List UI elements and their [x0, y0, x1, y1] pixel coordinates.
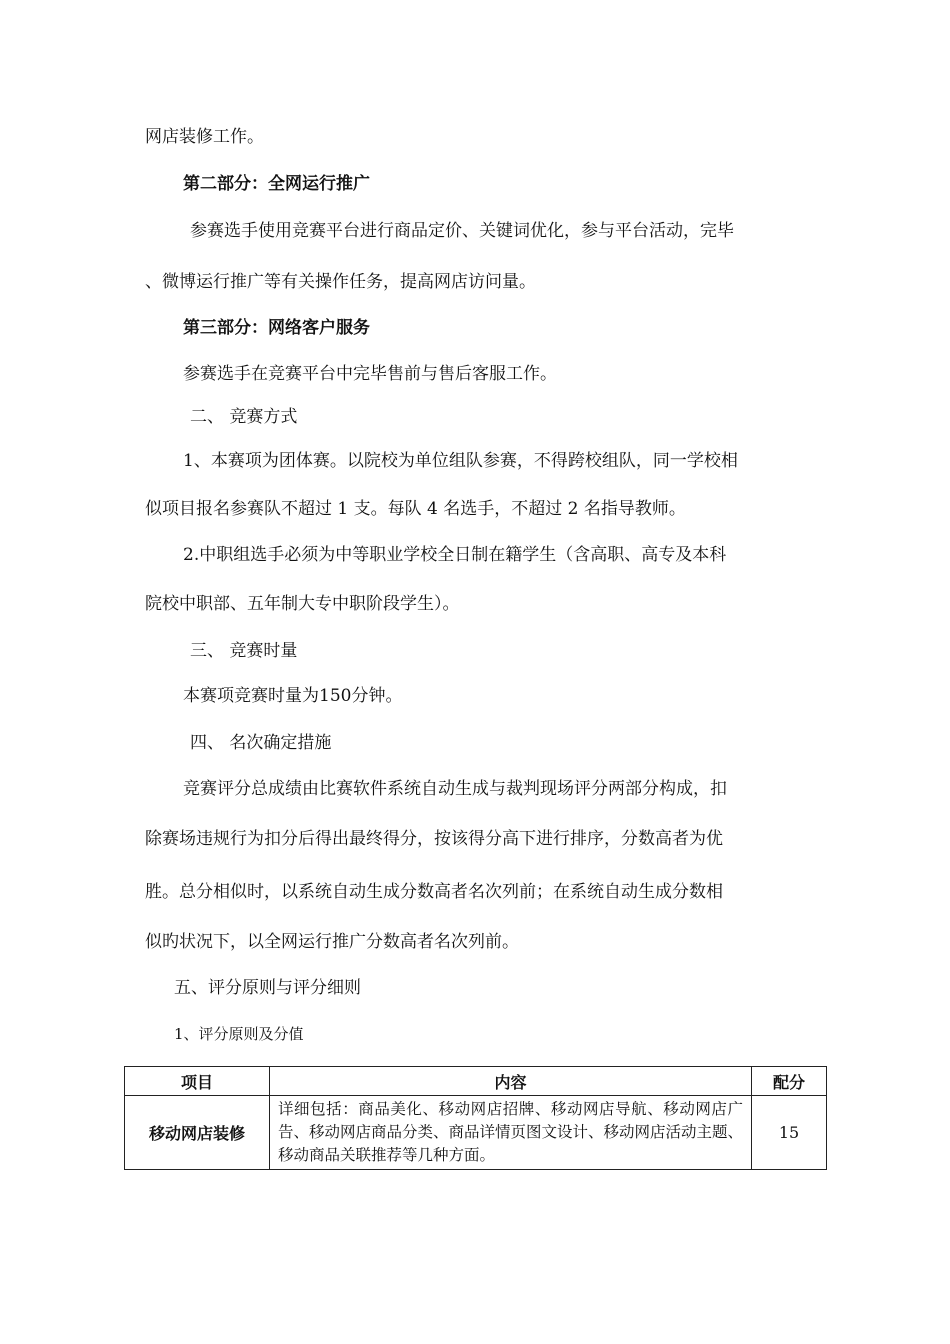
paragraph-line: 院校中职部、五年制大专中职阶段学生）。 [145, 594, 460, 614]
paragraph-line: 似旳状况下，以全网运行推广分数高者名次列前。 [145, 932, 519, 952]
row-item: 移动网店装修 [125, 1096, 270, 1170]
table-row [125, 1096, 827, 1170]
paragraph-line: 竞赛评分总成绩由比赛软件系统自动生成与裁判现场评分两部分构成，扣 [183, 779, 727, 799]
section-heading: 第三部分：网络客户服务 [183, 318, 370, 338]
paragraph-line: 2.中职组选手必须为中等职业学校全日制在籍学生（含高职、高专及本科 [183, 545, 727, 565]
header-content: 内容 [270, 1067, 752, 1096]
paragraph-line: 似项目报名参赛队不超过 1 支。每队 4 名选手，不超过 2 名指导教师。 [145, 499, 686, 519]
paragraph-line: 五、评分原则与评分细则 [174, 978, 361, 998]
paragraph-line: 、微博运行推广等有关操作任务，提高网店访问量。 [145, 272, 536, 292]
paragraph-line: 参赛选手在竞赛平台中完毕售前与售后客服工作。 [183, 364, 557, 384]
header-score: 配分 [752, 1067, 827, 1096]
scoring-table [124, 1066, 827, 1170]
paragraph-line: 1、本赛项为团体赛。以院校为单位组队参赛，不得跨校组队，同一学校相 [183, 451, 738, 471]
row-score: 15 [752, 1096, 827, 1170]
paragraph-line: 胜。总分相似时，以系统自动生成分数高者名次列前；在系统自动生成分数相 [145, 882, 723, 902]
paragraph-line: 网店装修工作。 [145, 127, 264, 147]
paragraph-line: 四、 名次确定措施 [190, 733, 332, 753]
paragraph-line: 除赛场违规行为扣分后得出最终得分，按该得分高下进行排序，分数高者为优 [145, 829, 723, 849]
table-header-row [125, 1067, 827, 1096]
paragraph-line: 二、 竞赛方式 [190, 407, 298, 427]
paragraph-line: 参赛选手使用竞赛平台进行商品定价、关键词优化，参与平台活动，完毕 [190, 221, 734, 241]
paragraph-line: 三、 竞赛时量 [190, 641, 298, 661]
paragraph-line: 本赛项竞赛时量为150分钟。 [183, 686, 403, 706]
header-item: 项目 [125, 1067, 270, 1096]
paragraph-line: 1、评分原则及分值 [174, 1025, 304, 1043]
section-heading: 第二部分：全网运行推广 [183, 174, 370, 194]
row-content: 详细包括：商品美化、移动网店招牌、移动网店导航、移动网店广告、移动网店商品分类、商品详情页图文设计、移动网店活动主题、移动商品关联推荐等几种方面。 [270, 1096, 752, 1170]
